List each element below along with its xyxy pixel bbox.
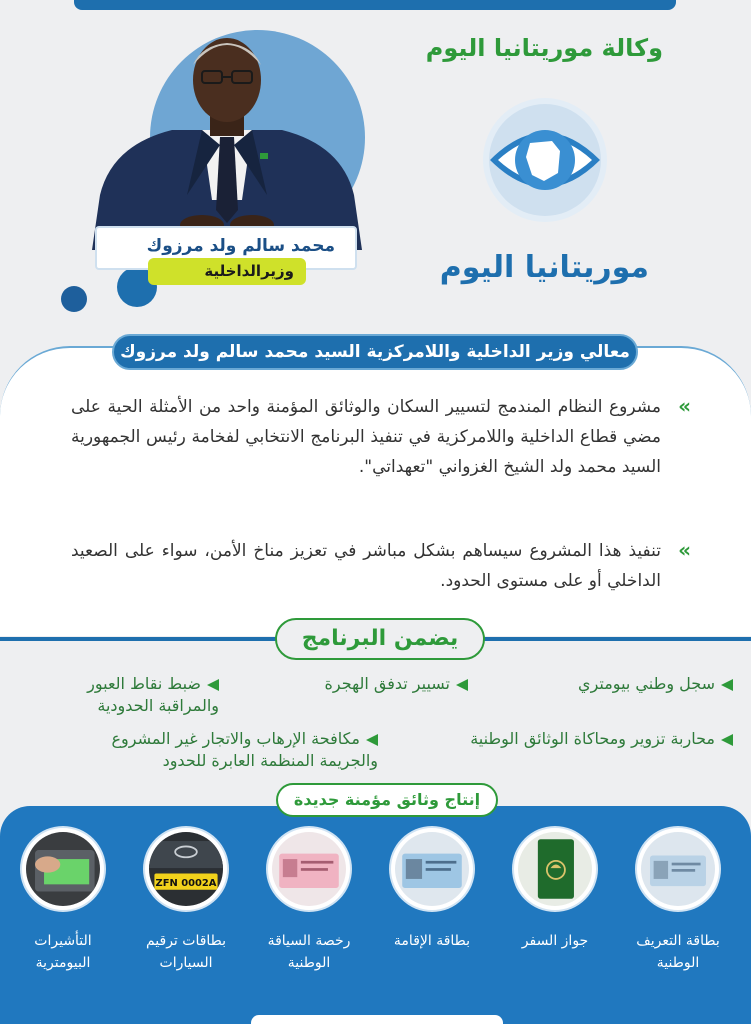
id-card-icon — [637, 828, 719, 910]
info-paragraph-1: مشروع النظام المندمج لتسيير السكان والوثائق المؤمنة واحد من الأمثلة الحية على مضي قطاع الداخلية واللامركزية في تنفيذ البرنامج الانتخابي لفخامة رئيس الجمهورية السيد محمد ولد الشيخ الغزواني "تعهداتي". — [71, 397, 661, 477]
document-license-plate: ZFN 0002A بطاقات ترقيم السيارات — [131, 828, 241, 974]
minister-role-badge: وزيرالداخلية — [148, 258, 306, 285]
bullet-arrow-icon: » — [678, 538, 691, 562]
info-paragraph-2: تنفيذ هذا المشروع سيساهم بشكل مباشر في تعزيز مناخ الأمن، سواء على الصعيد الداخلي أو على مستوى الحدود. — [71, 541, 661, 591]
triangle-bullet-icon — [207, 679, 219, 691]
eye-logo-icon — [482, 97, 608, 223]
document-passport: جواز السفر — [500, 828, 610, 952]
info-header: معالي وزير الداخلية واللامركزية السيد محمد سالم ولد مرزوك — [112, 334, 638, 370]
top-accent-bar — [74, 0, 676, 10]
decor-dot — [61, 286, 87, 312]
documents-title: إنتاج وثائق مؤمنة جديدة — [276, 783, 498, 817]
triangle-bullet-icon — [456, 679, 468, 691]
document-residence-card: بطاقة الإقامة — [377, 828, 487, 952]
driving-license-icon — [268, 828, 350, 910]
bottom-tab — [251, 1015, 503, 1024]
triangle-bullet-icon — [721, 679, 733, 691]
residence-card-icon — [391, 828, 473, 910]
triangle-bullet-icon — [721, 734, 733, 746]
document-biometric-visa: التأشيرات البيومترية — [8, 828, 118, 974]
agency-title: وكالة موريتانيا اليوم — [425, 34, 663, 62]
fingerprint-scanner-icon — [22, 828, 104, 910]
license-plate-icon — [145, 828, 227, 910]
minister-name: محمد سالم ولد مرزوك — [146, 236, 335, 256]
document-driving-license: رخصة السياقة الوطنية — [254, 828, 364, 974]
agency-logo-text: موريتانيا اليوم — [439, 250, 649, 285]
program-item: محاربة تزوير ومحاكاة الوثائق الوطنية — [470, 728, 733, 750]
passport-icon — [514, 828, 596, 910]
triangle-bullet-icon — [366, 734, 378, 746]
program-title: يضمن البرنامج — [275, 618, 485, 660]
plate-text: ZFN 0002A — [155, 878, 217, 890]
program-item: تسيير تدفق الهجرة — [325, 673, 468, 695]
document-id-card: بطاقة التعريف الوطنية — [623, 828, 733, 974]
program-item: سجل وطني بيومتري — [578, 673, 733, 695]
bullet-arrow-icon: » — [678, 394, 691, 418]
program-item: مكافحة الإرهاب والاتجار غير المشروع والجريمة المنظمة العابرة للحدود — [111, 729, 378, 770]
minister-portrait — [92, 25, 362, 250]
program-item: ضبط نقاط العبور والمراقبة الحدودية — [87, 674, 219, 715]
